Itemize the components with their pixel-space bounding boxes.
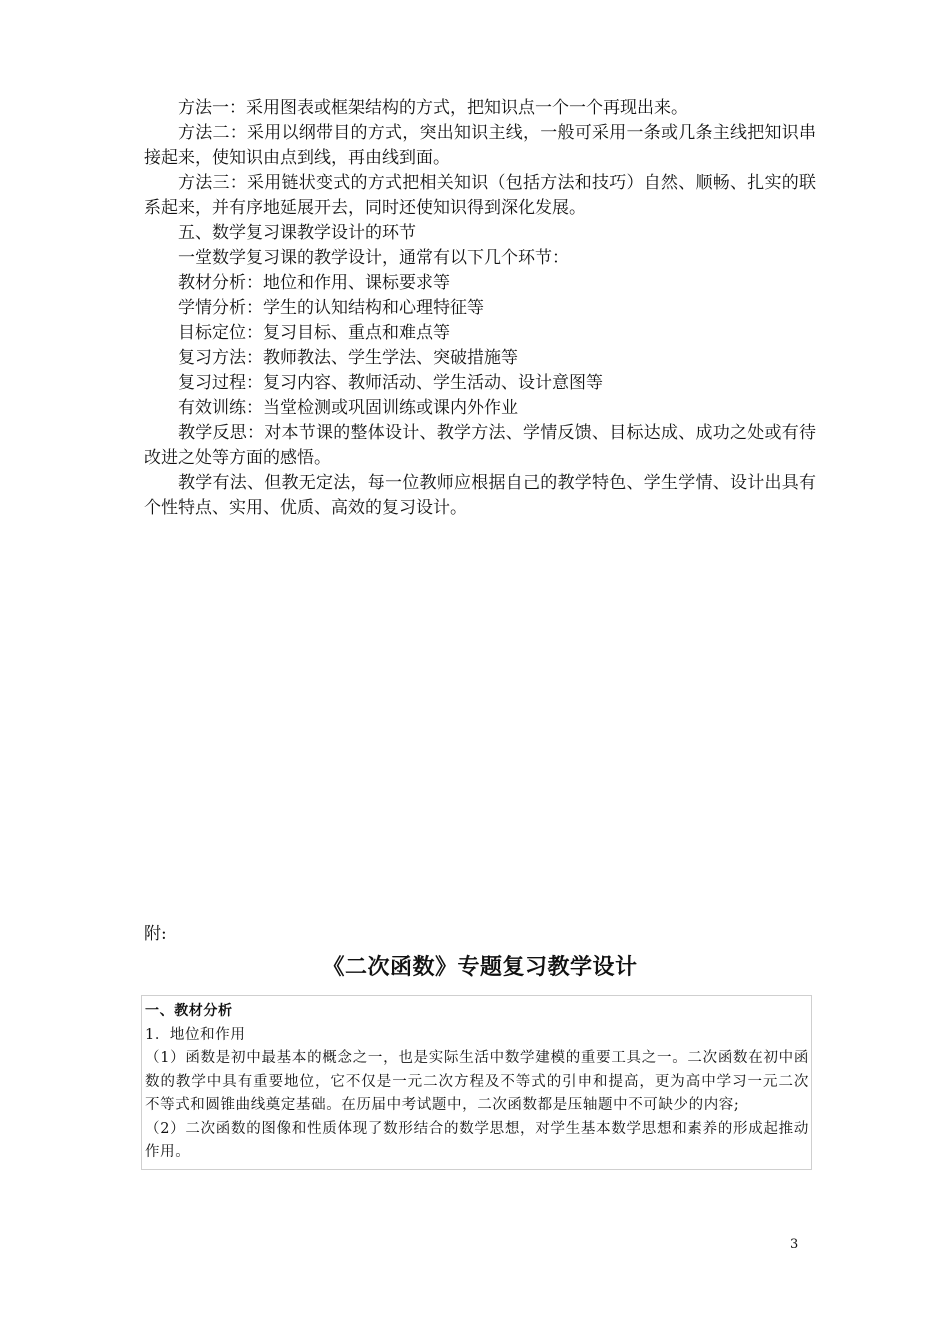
appendix-label: 附: bbox=[144, 924, 167, 944]
paragraph-intro: 一堂数学复习课的教学设计，通常有以下几个环节： bbox=[178, 248, 569, 268]
list-item-reflection: 教学反思：对本节课的整体设计、教学方法、学情反馈、目标达成、成功之处或有待改进之处等方面的感悟。 bbox=[144, 423, 816, 468]
list-item-student-analysis: 学情分析：学生的认知结构和心理特征等 bbox=[178, 298, 484, 318]
paragraph-conclusion: 教学有法、但教无定法，每一位教师应根据自己的教学特色、学生学情、设计出具有个性特点、实用、优质、高效的复习设计。 bbox=[144, 473, 816, 518]
list-item-methods: 复习方法：教师教法、学生学法、突破措施等 bbox=[178, 348, 518, 368]
paragraph-method-one: 方法一：采用图表或框架结构的方式，把知识点一个一个再现出来。 bbox=[178, 98, 688, 118]
paragraph-method-three: 方法三：采用链状变式的方式把相关知识（包括方法和技巧）自然、顺畅、扎实的联系起来，并有序地延展开去，同时还使知识得到深化发展。 bbox=[144, 173, 816, 218]
body-text bbox=[144, 96, 816, 521]
list-item-goals: 目标定位：复习目标、重点和难点等 bbox=[178, 323, 450, 343]
box-item-2: （2）二次函数的图像和性质体现了数形结合的数学思想，对学生基本数学思想和素养的形成起推动作用。 bbox=[145, 1120, 809, 1160]
list-item-process: 复习过程：复习内容、教师活动、学生活动、设计意图等 bbox=[178, 373, 603, 393]
box-subheading: 1．地位和作用 bbox=[145, 1026, 246, 1043]
box-item-1: （1）函数是初中最基本的概念之一，也是实际生活中数学建模的重要工具之一。二次函数在初中函数的教学中具有重要地位，它不仅是一元二次方程及不等式的引申和提高，更为高中学习一元二次不等式和圆锥曲线奠定基础。在历届中考试题中，二次函数都是压轴题中不可缺少的内容; bbox=[145, 1050, 809, 1113]
box-section-heading: 一、教材分析 bbox=[145, 1003, 233, 1019]
paragraph-method-two: 方法二：采用以纲带目的方式，突出知识主线，一般可采用一条或几条主线把知识串接起来，使知识由点到线，再由线到面。 bbox=[144, 123, 816, 168]
appendix-title: 《二次函数》专题复习教学设计 bbox=[322, 955, 638, 980]
section-heading-five: 五、数学复习课教学设计的环节 bbox=[178, 223, 416, 243]
page-number: 3 bbox=[790, 1237, 799, 1252]
list-item-training: 有效训练：当堂检测或巩固训练或课内外作业 bbox=[178, 398, 518, 418]
list-item-textbook-analysis: 教材分析：地位和作用、课标要求等 bbox=[178, 273, 450, 293]
textbook-analysis-box bbox=[141, 995, 812, 1170]
